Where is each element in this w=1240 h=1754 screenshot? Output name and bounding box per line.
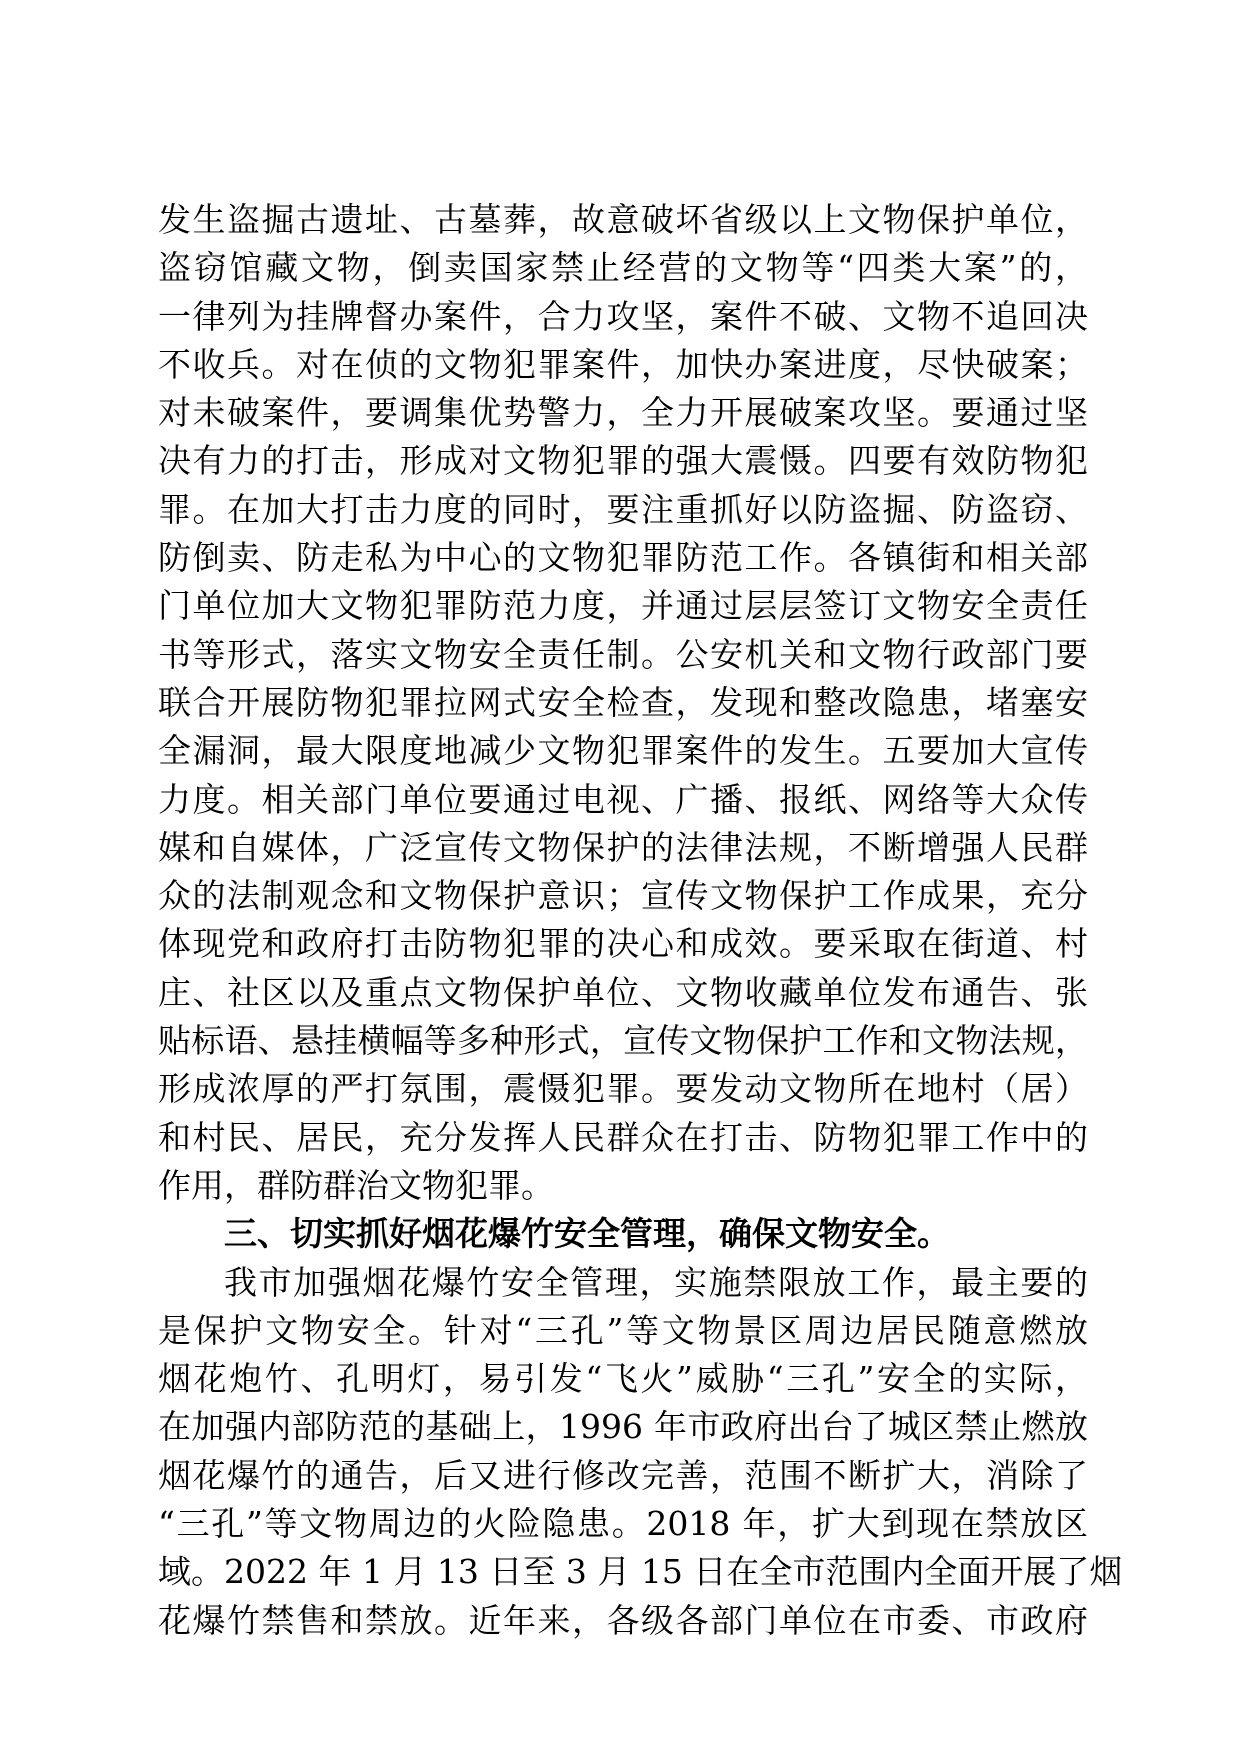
text-line: 力度。相关部门单位要通过电视、广播、报纸、网络等大众传 (158, 779, 1088, 819)
section-heading: 三、切实抓好烟花爆竹安全管理，确保文物安全。 (224, 1214, 950, 1254)
text-line: 烟花炮竹、孔明灯，易引发“飞火”威胁“三孔”安全的实际， (158, 1359, 1088, 1399)
text-line: 一律列为挂牌督办案件，合力攻坚，案件不破、文物不追回决 (158, 296, 1088, 336)
text-line: 是保护文物安全。针对“三孔”等文物景区周边居民随意燃放 (158, 1310, 1088, 1350)
text-line: “三孔”等文物周边的火险隐患。2018 年，扩大到现在禁放区 (158, 1504, 1088, 1544)
text-line: 花爆竹禁售和禁放。近年来，各级各部门单位在市委、市政府 (158, 1600, 1088, 1640)
text-line: 在加强内部防范的基础上，1996 年市政府出台了城区禁止燃放 (158, 1407, 1088, 1447)
text-line: 烟花爆竹的通告，后又进行修改完善，范围不断扩大，消除了 (158, 1455, 1088, 1495)
text-line: 众的法制观念和文物保护意识；宣传文物保护工作成果，充分 (158, 876, 1088, 916)
text-line: 形成浓厚的严打氛围，震慑犯罪。要发动文物所在地村（居） (158, 1069, 1088, 1109)
text-line: 媒和自媒体，广泛宣传文物保护的法律法规，不断增强人民群 (158, 827, 1088, 867)
text-line: 我市加强烟花爆竹安全管理，实施禁限放工作，最主要的 (224, 1262, 1088, 1302)
text-line: 体现党和政府打击防物犯罪的决心和成效。要采取在街道、村 (158, 924, 1088, 964)
text-line: 对未破案件，要调集优势警力，全力开展破案攻坚。要通过坚 (158, 393, 1088, 433)
text-line: 不收兵。对在侦的文物犯罪案件，加快办案进度，尽快破案； (158, 344, 1088, 384)
document-body (158, 196, 1123, 1645)
text-line: 决有力的打击，形成对文物犯罪的强大震慑。四要有效防物犯 (158, 441, 1088, 481)
text-line: 联合开展防物犯罪拉网式安全检查，发现和整改隐患，堵塞安 (158, 682, 1088, 722)
text-line: 全漏洞，最大限度地减少文物犯罪案件的发生。五要加大宣传 (158, 731, 1088, 771)
text-line: 盗窃馆藏文物，倒卖国家禁止经营的文物等“四类大案”的， (158, 248, 1088, 288)
text-line: 庄、社区以及重点文物保护单位、文物收藏单位发布通告、张 (158, 972, 1088, 1012)
text-line: 发生盗掘古遗址、古墓葬，故意破坏省级以上文物保护单位， (158, 200, 1088, 239)
text-line: 域。2022 年 1 月 13 日至 3 月 15 日在全市范围内全面开展了烟 (158, 1552, 1123, 1592)
text-line: 贴标语、悬挂横幅等多种形式，宣传文物保护工作和文物法规， (158, 1021, 1088, 1061)
text-line: 书等形式，落实文物安全责任制。公安机关和文物行政部门要 (158, 634, 1088, 674)
text-line: 罪。在加大打击力度的同时，要注重抓好以防盗掘、防盗窃、 (158, 489, 1088, 529)
text-line: 门单位加大文物犯罪防范力度，并通过层层签订文物安全责任 (158, 586, 1088, 626)
text-line: 防倒卖、防走私为中心的文物犯罪防范工作。各镇街和相关部 (158, 538, 1088, 578)
text-line: 和村民、居民，充分发挥人民群众在打击、防物犯罪工作中的 (158, 1117, 1088, 1157)
text-line: 作用，群防群治文物犯罪。 (158, 1165, 554, 1205)
